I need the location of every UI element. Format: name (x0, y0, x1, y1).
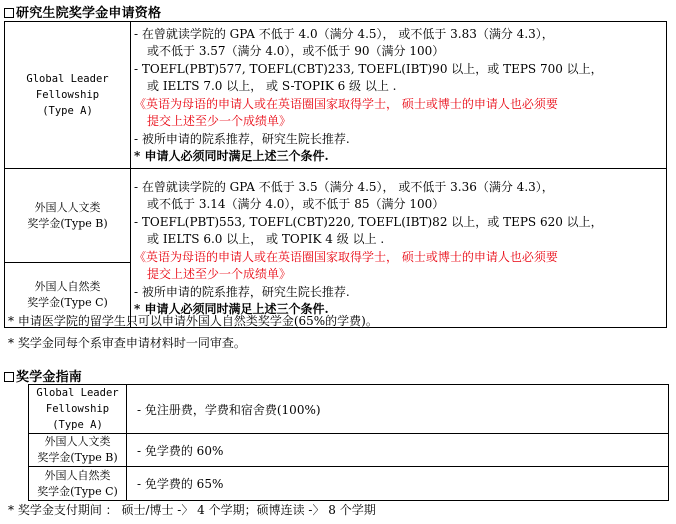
language-requirement-cont: 或 IELTS 6.0 以上， 或 TOPIK 4 级 以上 . (147, 232, 385, 246)
type-c-label: 外国人自然类 奖学金(Type C) (5, 263, 131, 328)
native-speaker-note-cont: 提交上述至少一个成绩单》 (147, 114, 292, 128)
guide-type-a-label: Global Leader Fellowship (Type A) (29, 385, 127, 434)
all-conditions-note: * 申请人必须同时满足上述三个条件. (134, 302, 329, 316)
gpa-requirement: - 在曾就读学院的 GPA 不低于 4.0（满分 4.5）， 或不低于 3.83（满分 4.3）， (134, 26, 554, 41)
guide-type-c-benefit: - 免学费的 65% (127, 467, 669, 501)
eligibility-row-type-b (5, 169, 667, 263)
eligibility-table (4, 21, 667, 328)
square-bullet-icon (4, 8, 14, 18)
guide-row-type-a (29, 385, 669, 434)
guide-type-c-label: 外国人自然类 奖学金(Type C) (29, 467, 127, 501)
type-a-requirements (131, 22, 667, 169)
section1-heading (4, 2, 161, 21)
section1-title: 研究生院奖学金申请资格 (16, 6, 162, 21)
payment-period-note: * 奖学金支付期间 ： 硕士/博士 -〉 4 个学期；硕博连读 -〉 8 个学期 (8, 503, 376, 517)
gpa-requirement-cont: 或不低于 3.14（满分 4.0），或不低于 85（满分 100） (147, 197, 445, 211)
language-requirement: - TOEFL(PBT)553, TOEFL(CBT)220, TOEFL(IBT)82 以上，或 TEPS 620 以上， (134, 214, 603, 229)
native-speaker-note-cont: 提交上述至少一个成绩单》 (147, 267, 292, 281)
section2-heading (4, 366, 82, 385)
type-b-label: 外国人人文类 奖学金(Type B) (5, 169, 131, 263)
guide-type-b-benefit: - 免学费的 60% (127, 434, 669, 467)
guide-row-type-c (29, 467, 669, 501)
type-bc-requirements (131, 169, 667, 328)
all-conditions-note: * 申请人必须同时满足上述三个条件. (134, 149, 329, 163)
guide-type-a-benefit: - 免注册费，学费和宿舍费(100%) (127, 385, 669, 434)
section2-title: 奖学金指南 (16, 370, 83, 385)
review-note: * 奖学金同每个系审查申请材料时一同审查。 (8, 336, 246, 350)
eligibility-row-type-a (5, 22, 667, 169)
square-bullet-icon (4, 372, 14, 382)
language-requirement-cont: 或 IELTS 7.0 以上， 或 S-TOPIK 6 级 以上 . (147, 79, 397, 93)
type-a-label: Global Leader Fellowship (Type A) (5, 22, 131, 169)
medical-school-note: * 申请医学院的留学生只可以申请外国人自然类奖学金(65%的学费)。 (8, 314, 378, 328)
guide-row-type-b (29, 434, 669, 467)
native-speaker-note: 《英语为母语的申请人或在英语圈国家取得学士， 硕士或博士的申请人也必须要 (134, 96, 558, 111)
language-requirement: - TOEFL(PBT)577, TOEFL(CBT)233, TOEFL(IBT)90 以上，或 TEPS 700 以上， (134, 61, 603, 76)
gpa-requirement-cont: 或不低于 3.57（满分 4.0），或不低于 90（满分 100） (147, 44, 445, 58)
recommendation-requirement: - 被所申请的院系推荐，研究生院长推荐. (134, 284, 350, 299)
recommendation-requirement: - 被所申请的院系推荐，研究生院长推荐. (134, 131, 350, 146)
gpa-requirement: - 在曾就读学院的 GPA 不低于 3.5（满分 4.5）， 或不低于 3.36（满分 4.3）， (134, 179, 554, 194)
guide-type-b-label: 外国人人文类 奖学金(Type B) (29, 434, 127, 467)
native-speaker-note: 《英语为母语的申请人或在英语圈国家取得学士， 硕士或博士的申请人也必须要 (134, 249, 558, 264)
scholarship-guide-table (28, 384, 669, 501)
